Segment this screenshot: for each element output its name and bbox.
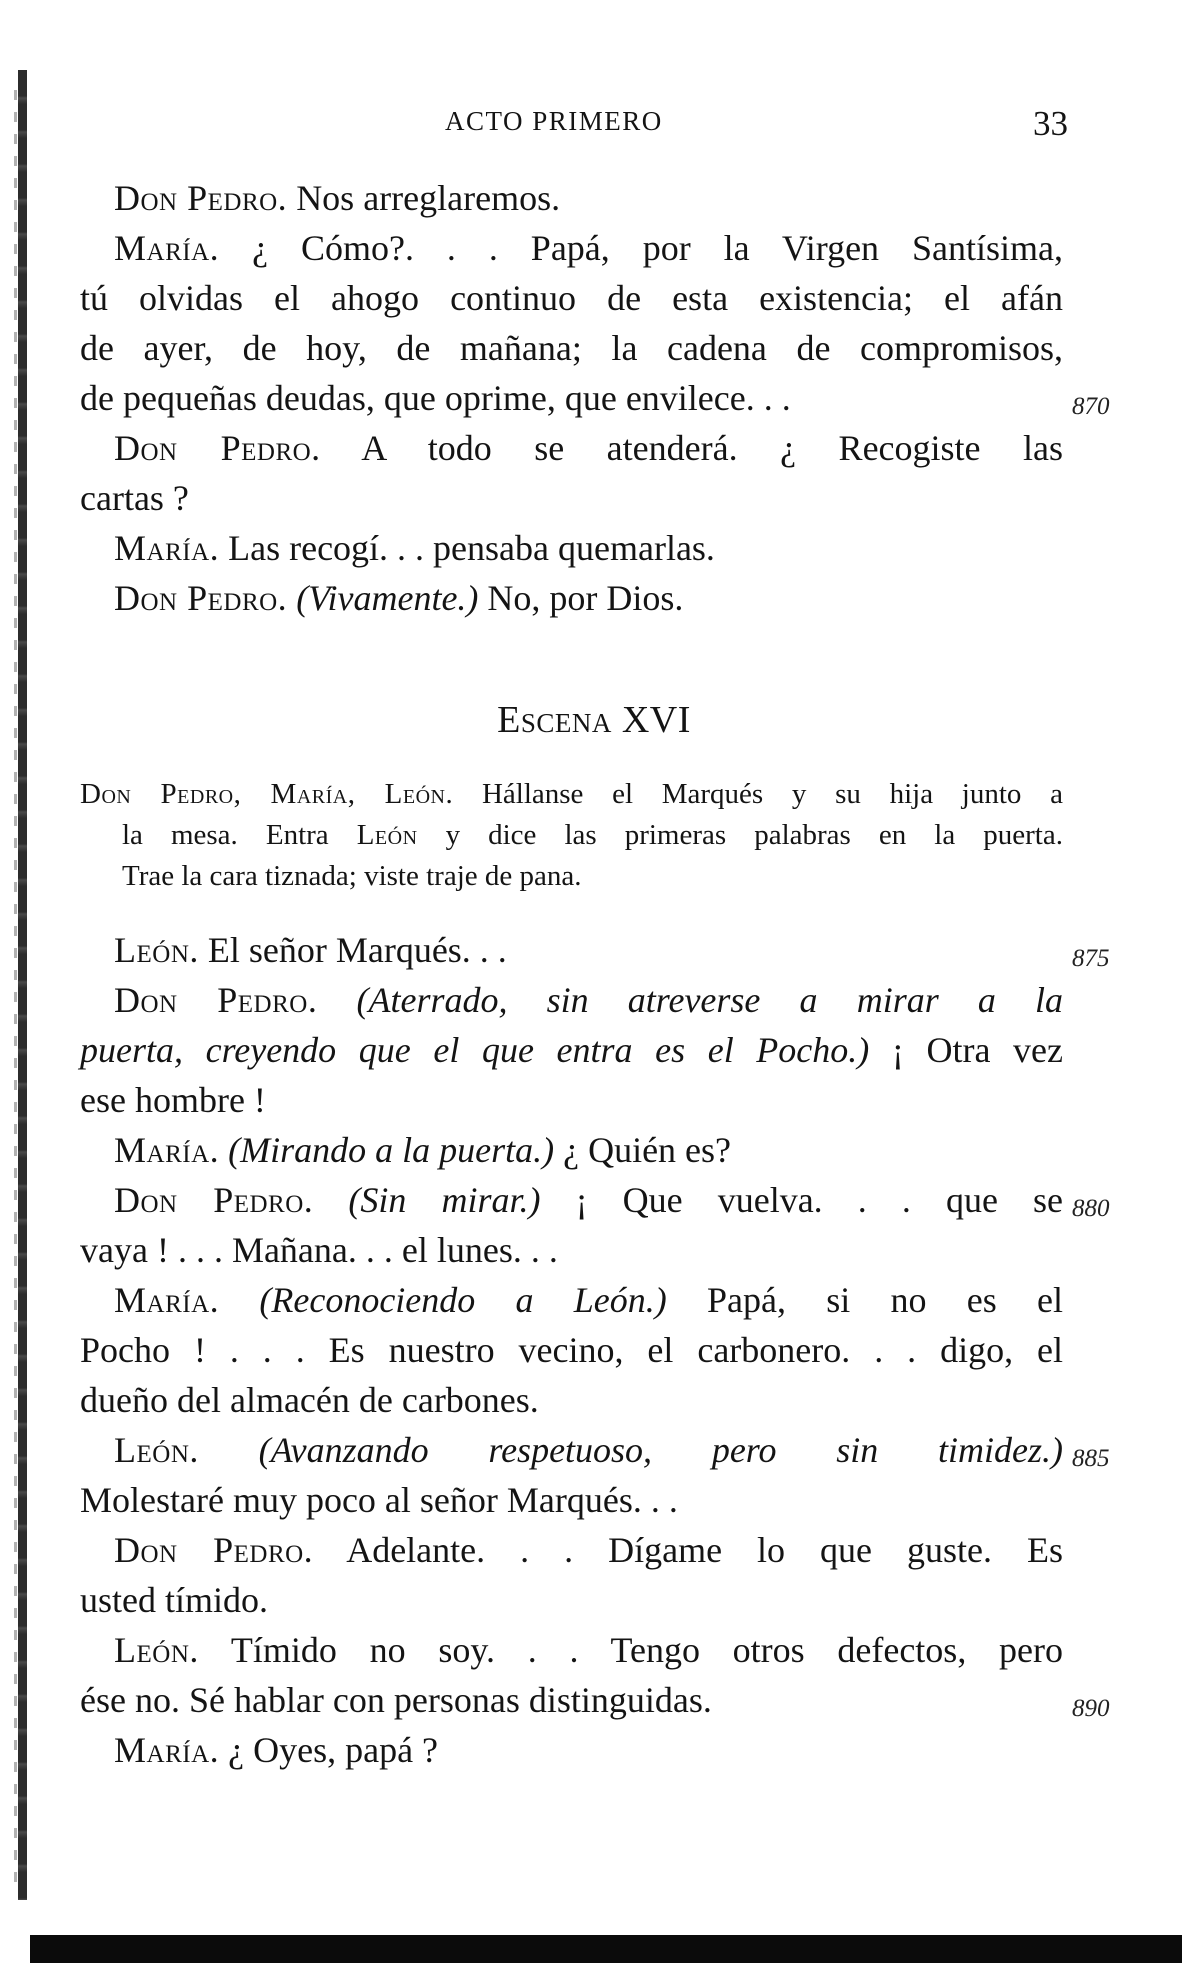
running-head: ACTO PRIMERO	[445, 106, 663, 136]
stage-direction-inline: (Mirando a la puerta.)	[228, 1130, 555, 1170]
speaker-name: Don Pedro.	[114, 428, 321, 468]
dialogue-line	[80, 378, 1063, 418]
speech-text: ¿ Oyes, papá ?	[219, 1730, 439, 1770]
dialogue-line	[80, 1480, 1063, 1520]
dialogue-line	[114, 1280, 1063, 1320]
dialogue-line	[80, 1380, 1063, 1420]
stage-direction-line	[122, 857, 1063, 895]
speech-text: Adelante. . . Dígame lo que guste. Es	[313, 1530, 1063, 1570]
speech-text: de pequeñas deudas, que oprime, que envilece. . .	[80, 378, 791, 418]
speaker-name: León.	[114, 1630, 199, 1670]
scan-bottom-border	[30, 1935, 1182, 1963]
dialogue-line	[114, 1130, 1063, 1170]
speech-text: usted tímido.	[80, 1580, 268, 1620]
dialogue-line	[80, 1230, 1063, 1270]
speech-text: Pocho ! . . . Es nuestro vecino, el carbonero. . . digo, el	[80, 1330, 1063, 1370]
dialogue-line	[114, 178, 1063, 218]
speech-text: El señor Marqués. . .	[198, 930, 507, 970]
stage-direction-inline: (Avanzando respetuoso, pero sin timidez.)	[258, 1430, 1064, 1470]
speech-text: ése no. Sé hablar con personas distinguidas.	[80, 1680, 712, 1720]
speaker-name: León.	[114, 930, 199, 970]
speaker-name: María.	[114, 528, 220, 568]
speech-text: ¿ Quién es?	[554, 1130, 732, 1170]
speaker-name: María.	[114, 228, 220, 268]
page-number: 33	[1033, 104, 1068, 143]
dialogue-line	[80, 278, 1063, 318]
speech-text: de ayer, de hoy, de mañana; la cadena de compromisos,	[80, 328, 1063, 368]
line-number: 875	[1072, 945, 1110, 972]
speech-text: Nos arreglaremos.	[287, 178, 561, 218]
stage-direction-inline: (Sin mirar.)	[348, 1180, 541, 1220]
stage-direction-text: Hállanse el Marqués y su hija junto a	[453, 778, 1063, 810]
speech-text: Tímido no soy. . . Tengo otros defectos, pero	[198, 1630, 1063, 1670]
line-number: 890	[1072, 1695, 1110, 1722]
speech-text: vaya ! . . . Mañana. . . el lunes. . .	[80, 1230, 558, 1270]
dialogue-line	[80, 328, 1063, 368]
speaker-name: Don Pedro.	[114, 1530, 314, 1570]
dialogue-line	[114, 528, 1063, 568]
page-binding-edge	[18, 70, 27, 1900]
speaker-name: Don Pedro.	[114, 1180, 314, 1220]
speech-text: cartas ?	[80, 478, 189, 518]
speech-text: No, por Dios.	[478, 578, 684, 618]
speaker-name: Don Pedro.	[114, 578, 288, 618]
line-number: 870	[1072, 393, 1110, 420]
stage-direction-inline: puerta, creyendo que el que entra es el Pocho.)	[80, 1030, 870, 1070]
characters-list: Don Pedro, María, León.	[80, 778, 454, 810]
dialogue-line	[80, 1680, 1063, 1720]
line-number: 880	[1072, 1195, 1110, 1222]
speaker-name: María.	[114, 1730, 220, 1770]
page-binding-shadow	[14, 90, 17, 1890]
dialogue-line	[114, 578, 1063, 618]
speech-text: ¿ Cómo?. . . Papá, por la Virgen Santísima,	[219, 228, 1063, 268]
speaker-name: María.	[114, 1280, 220, 1320]
stage-direction-inline: (Vivamente.)	[296, 578, 479, 618]
stage-direction-text: la mesa. Entra	[122, 819, 357, 851]
dialogue-line	[80, 1080, 1063, 1120]
speech-text: ¡ Que vuelva. . . que se	[540, 1180, 1064, 1220]
speech-text: dueño del almacén de carbones.	[80, 1380, 539, 1420]
dialogue-line	[80, 478, 1063, 518]
dialogue-line	[114, 1630, 1063, 1670]
dialogue-line	[114, 228, 1063, 268]
speech-text: Molestaré muy poco al señor Marqués. . .	[80, 1480, 678, 1520]
speech-text: tú olvidas el ahogo continuo de esta existencia; el afán	[80, 278, 1063, 318]
stage-direction-line	[122, 816, 1063, 854]
stage-direction-inline: (Reconociendo a León.)	[259, 1280, 667, 1320]
dialogue-line	[80, 1030, 1063, 1070]
speaker-name: León.	[114, 1430, 199, 1470]
speech-text: A todo se atenderá. ¿ Recogiste las	[320, 428, 1063, 468]
speech-text: ¡ Otra vez	[869, 1030, 1063, 1070]
speaker-name: María.	[114, 1130, 220, 1170]
speech-text: Las recogí. . . pensaba quemarlas.	[219, 528, 715, 568]
dialogue-line	[114, 1730, 1063, 1770]
line-number: 885	[1072, 1445, 1110, 1472]
scene-title: Escena XVI	[497, 699, 691, 741]
dialogue-line	[114, 1530, 1063, 1570]
character-name: León	[356, 819, 418, 851]
speaker-name: Don Pedro.	[114, 178, 288, 218]
dialogue-line	[114, 1180, 1063, 1220]
dialogue-line	[80, 1580, 1063, 1620]
stage-direction-line	[80, 775, 1063, 813]
speech-text: Papá, si no es el	[666, 1280, 1063, 1320]
stage-direction-inline: (Aterrado, sin atreverse a mirar a la	[356, 980, 1064, 1020]
dialogue-line	[80, 1330, 1063, 1370]
dialogue-line	[114, 930, 1063, 970]
speaker-name: Don Pedro.	[114, 980, 318, 1020]
stage-direction-text: Trae la cara tiznada; viste traje de pana.	[122, 860, 582, 892]
dialogue-line	[114, 428, 1063, 468]
speech-text: ese hombre !	[80, 1080, 266, 1120]
dialogue-line	[114, 980, 1063, 1020]
stage-direction-text: y dice las primeras palabras en la puerta.	[417, 819, 1063, 851]
dialogue-line	[114, 1430, 1063, 1470]
